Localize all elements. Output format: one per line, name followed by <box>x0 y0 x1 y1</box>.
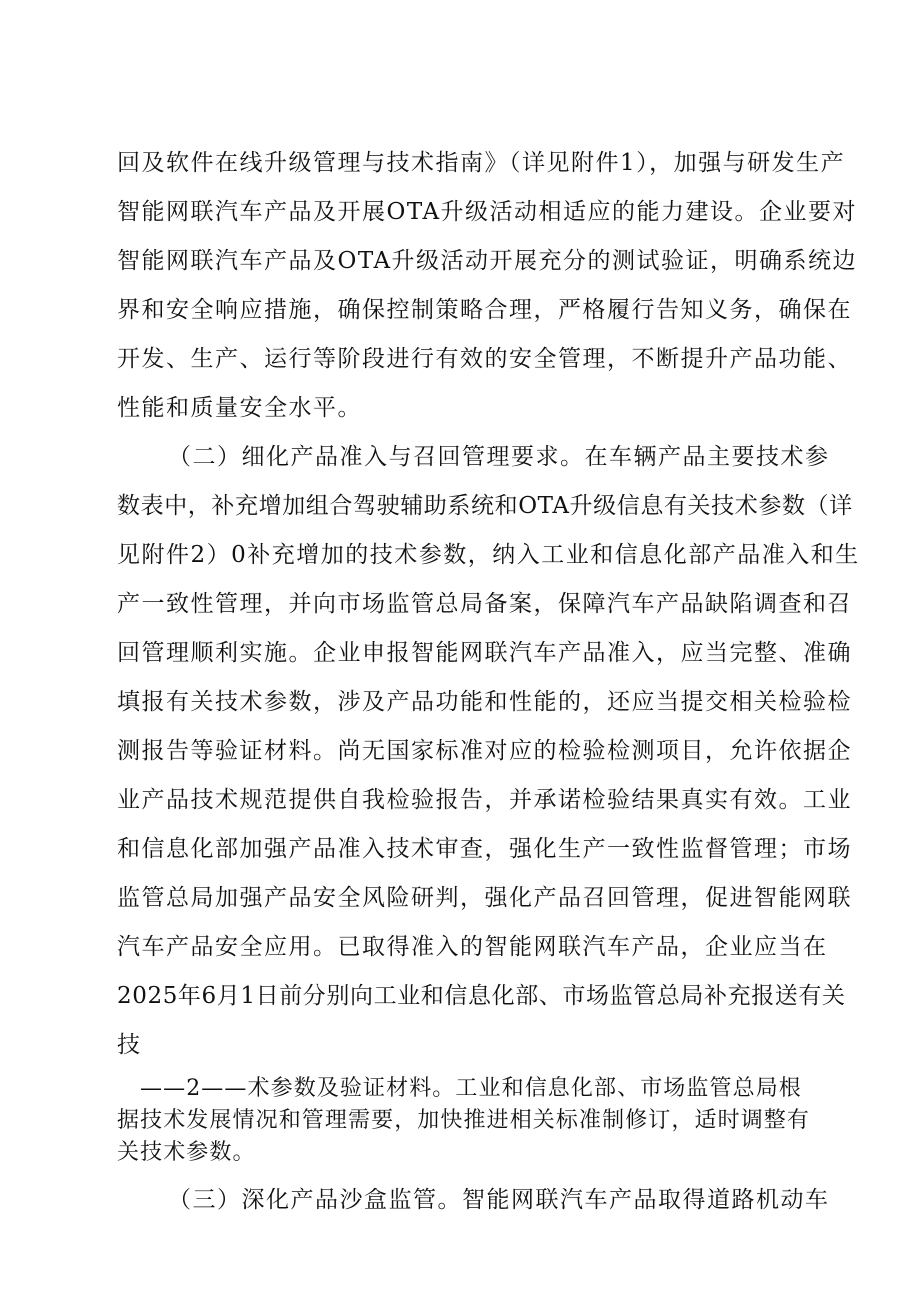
paragraph-2-line-1: （二）细化产品准入与召回管理要求。在车辆产品主要技术参 <box>168 444 830 470</box>
page-number-marker-line: ——2——术参数及验证材料。工业和信息化部、市场监管总局根 <box>140 1076 802 1101</box>
paragraph-2-line-2: 数表中，补充增加组合驾驶辅助系统和OTA升级信息有关技术参数（详 <box>117 493 853 519</box>
paragraph-2-line-4: 产一致性管理，并向市场监管总局备案，保障汽车产品缺陷调查和召 <box>117 591 852 617</box>
continuation-line-2: 关技术参数。 <box>117 1140 256 1165</box>
paragraph-1-line-6: 性能和质量安全水平。 <box>117 395 362 421</box>
paragraph-1-line-2: 智能网联汽车产品及开展OTA升级活动相适应的能力建设。企业要对 <box>117 199 858 225</box>
paragraph-2-line-13: 技 <box>117 1032 142 1058</box>
paragraph-2-line-11: 汽车产品安全应用。已取得准入的智能网联汽车产品，企业应当在 <box>117 934 828 960</box>
continuation-line-1: 据技术发展情况和管理需要，加快推进相关标准制修订，适时调整有 <box>117 1108 811 1133</box>
paragraph-3-line-1: （三）深化产品沙盒监管。智能网联汽车产品取得道路机动车 <box>168 1187 830 1213</box>
paragraph-2-line-12: 2025年6月1日前分别向工业和信息化部、市场监管总局补充报送有关 <box>117 983 846 1009</box>
paragraph-1-line-5: 开发、生产、运行等阶段进行有效的安全管理，不断提升产品功能、 <box>117 346 852 372</box>
paragraph-2-line-10: 监管总局加强产品安全风险研判，强化产品召回管理，促进智能网联 <box>117 885 852 911</box>
paragraph-2-line-9: 和信息化部加强产品准入技术审查，强化生产一致性监督管理；市场 <box>117 836 852 862</box>
paragraph-2-line-8: 业产品技术规范提供自我检验报告，并承诺检验结果真实有效。工业 <box>117 787 852 813</box>
paragraph-1-line-3: 智能网联汽车产品及OTA升级活动开展充分的测试验证，明确系统边 <box>117 248 858 274</box>
paragraph-1-line-4: 界和安全响应措施，确保控制策略合理，严格履行告知义务，确保在 <box>117 297 852 323</box>
paragraph-2-line-3: 见附件2）0补充增加的技术参数，纳入工业和信息化部产品准入和生 <box>117 542 860 568</box>
paragraph-2-line-5: 回管理顺利实施。企业申报智能网联汽车产品准入，应当完整、准确 <box>117 640 852 666</box>
paragraph-2-line-7: 测报告等验证材料。尚无国家标准对应的检验检测项目，允许依据企 <box>117 738 852 764</box>
paragraph-2-line-6: 填报有关技术参数，涉及产品功能和性能的，还应当提交相关检验检 <box>117 689 852 715</box>
paragraph-1-line-1: 回及软件在线升级管理与技术指南》（详见附件1），加强与研发生产 <box>117 150 846 176</box>
